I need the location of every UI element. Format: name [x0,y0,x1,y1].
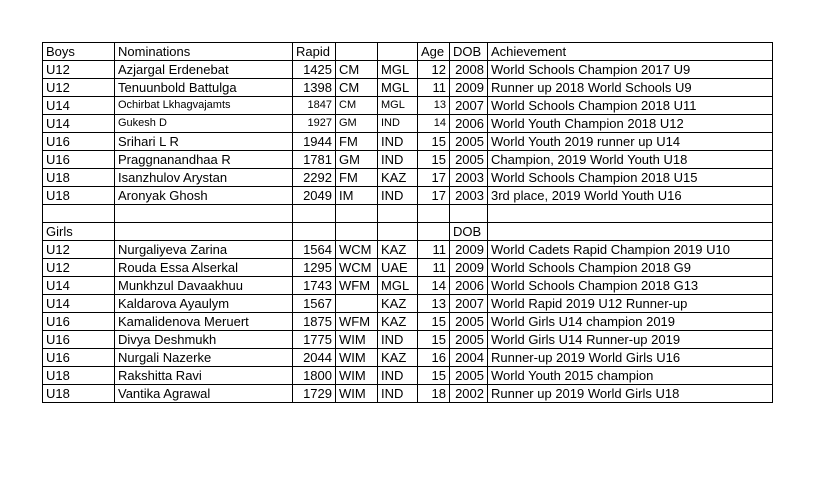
cell-achievement: World Schools Champion 2018 G13 [488,277,773,295]
cell-federation: IND [378,331,418,349]
table-row [43,277,773,295]
cell-title [336,295,378,313]
cell-rapid-rating: 1295 [293,259,336,277]
cell-title: FM [336,133,378,151]
cell-rapid-rating: 1847 [293,97,336,115]
cell-dob: 2002 [450,385,488,403]
cell-age: 11 [418,241,450,259]
cell-category: U14 [43,97,115,115]
cell-title: WIM [336,367,378,385]
cell-player-name: Nurgaliyeva Zarina [115,241,293,259]
empty-cell [115,205,293,223]
cell-age: 15 [418,313,450,331]
cell-category: U12 [43,241,115,259]
nominations-table [42,42,773,403]
cell-category: U18 [43,385,115,403]
cell-dob: 2005 [450,151,488,169]
header-title [336,43,378,61]
cell-federation: IND [378,133,418,151]
cell-category: U12 [43,259,115,277]
empty-cell [293,205,336,223]
cell-dob: 2006 [450,277,488,295]
empty-cell [43,205,115,223]
cell-rapid-rating: 1564 [293,241,336,259]
cell-dob: 2008 [450,61,488,79]
cell-achievement: World Youth 2019 runner up U14 [488,133,773,151]
cell-dob: 2004 [450,349,488,367]
cell-category: U16 [43,151,115,169]
cell-age: 14 [418,277,450,295]
cell-achievement: Runner-up 2019 World Girls U16 [488,349,773,367]
table-row [43,61,773,79]
cell-dob: 2005 [450,313,488,331]
cell-federation: KAZ [378,241,418,259]
cell-player-name: Aronyak Ghosh [115,187,293,205]
cell-rapid-rating: 1567 [293,295,336,313]
cell-category: U16 [43,133,115,151]
cell-age: 12 [418,61,450,79]
header-row-boys [43,43,773,61]
cell-title: WFM [336,277,378,295]
cell-category: U18 [43,187,115,205]
cell-category: U12 [43,79,115,97]
cell-category: U14 [43,277,115,295]
cell-achievement: World Girls U14 champion 2019 [488,313,773,331]
cell-title: CM [336,97,378,115]
cell-age: 18 [418,385,450,403]
cell-title: CM [336,61,378,79]
cell-category: U12 [43,61,115,79]
header-category: Girls [43,223,115,241]
table-row [43,295,773,313]
cell-achievement: World Youth 2015 champion [488,367,773,385]
cell-age: 16 [418,349,450,367]
cell-achievement: World Rapid 2019 U12 Runner-up [488,295,773,313]
header-player-name: Nominations [115,43,293,61]
header-age [418,223,450,241]
cell-title: WCM [336,241,378,259]
cell-player-name: Srihari L R [115,133,293,151]
cell-achievement: Champion, 2019 World Youth U18 [488,151,773,169]
cell-age: 17 [418,187,450,205]
cell-category: U16 [43,349,115,367]
table-row [43,79,773,97]
table-row [43,313,773,331]
nominations-table-body [43,43,773,403]
cell-rapid-rating: 1775 [293,331,336,349]
cell-rapid-rating: 1781 [293,151,336,169]
cell-federation: IND [378,385,418,403]
cell-federation: KAZ [378,349,418,367]
cell-player-name: Ochirbat Lkhagvajamts [115,97,293,115]
cell-category: U16 [43,331,115,349]
header-federation [378,223,418,241]
cell-age: 11 [418,79,450,97]
cell-achievement: World Schools Champion 2018 G9 [488,259,773,277]
table-row [43,241,773,259]
cell-age: 15 [418,367,450,385]
cell-title: CM [336,79,378,97]
empty-cell [336,205,378,223]
header-player-name [115,223,293,241]
cell-age: 15 [418,133,450,151]
table-row [43,151,773,169]
cell-age: 11 [418,259,450,277]
cell-rapid-rating: 1729 [293,385,336,403]
cell-title: IM [336,187,378,205]
cell-age: 15 [418,331,450,349]
header-title [336,223,378,241]
cell-achievement: World Schools Champion 2017 U9 [488,61,773,79]
cell-player-name: Vantika Agrawal [115,385,293,403]
table-row [43,115,773,133]
empty-cell [378,205,418,223]
cell-dob: 2009 [450,259,488,277]
cell-rapid-rating: 1944 [293,133,336,151]
empty-cell [488,205,773,223]
cell-title: WCM [336,259,378,277]
cell-dob: 2007 [450,295,488,313]
table-row [43,133,773,151]
cell-federation: MGL [378,79,418,97]
cell-federation: IND [378,187,418,205]
cell-age: 14 [418,115,450,133]
cell-rapid-rating: 2292 [293,169,336,187]
cell-age: 15 [418,151,450,169]
cell-dob: 2003 [450,169,488,187]
cell-category: U18 [43,169,115,187]
empty-cell [450,205,488,223]
cell-dob: 2005 [450,133,488,151]
cell-achievement: World Schools Champion 2018 U11 [488,97,773,115]
spacer-row [43,205,773,223]
cell-title: WIM [336,385,378,403]
cell-achievement: 3rd place, 2019 World Youth U16 [488,187,773,205]
cell-player-name: Munkhzul Davaakhuu [115,277,293,295]
cell-player-name: Praggnanandhaa R [115,151,293,169]
cell-achievement: World Youth Champion 2018 U12 [488,115,773,133]
header-rapid-rating [293,223,336,241]
cell-federation: IND [378,367,418,385]
cell-federation: MGL [378,97,418,115]
cell-federation: KAZ [378,295,418,313]
cell-age: 13 [418,97,450,115]
cell-category: U18 [43,367,115,385]
header-achievement [488,223,773,241]
cell-player-name: Kamalidenova Meruert [115,313,293,331]
cell-achievement: Runner up 2019 World Girls U18 [488,385,773,403]
cell-player-name: Tenuunbold Battulga [115,79,293,97]
cell-federation: KAZ [378,169,418,187]
header-dob: DOB [450,223,488,241]
table-row [43,259,773,277]
header-dob: DOB [450,43,488,61]
cell-category: U14 [43,295,115,313]
cell-player-name: Nurgali Nazerke [115,349,293,367]
header-row-girls [43,223,773,241]
header-federation [378,43,418,61]
cell-category: U14 [43,115,115,133]
cell-dob: 2006 [450,115,488,133]
cell-title: WIM [336,331,378,349]
cell-dob: 2009 [450,241,488,259]
table-row [43,97,773,115]
cell-title: WFM [336,313,378,331]
cell-rapid-rating: 1875 [293,313,336,331]
cell-title: FM [336,169,378,187]
table-row [43,169,773,187]
cell-player-name: Rakshitta Ravi [115,367,293,385]
cell-rapid-rating: 1398 [293,79,336,97]
cell-achievement: World Schools Champion 2018 U15 [488,169,773,187]
cell-rapid-rating: 1425 [293,61,336,79]
cell-dob: 2005 [450,367,488,385]
cell-federation: IND [378,115,418,133]
cell-dob: 2005 [450,331,488,349]
cell-rapid-rating: 2049 [293,187,336,205]
table-row [43,349,773,367]
cell-title: GM [336,115,378,133]
cell-dob: 2009 [450,79,488,97]
cell-rapid-rating: 2044 [293,349,336,367]
table-row [43,367,773,385]
cell-category: U16 [43,313,115,331]
cell-player-name: Isanzhulov Arystan [115,169,293,187]
cell-rapid-rating: 1743 [293,277,336,295]
cell-federation: KAZ [378,313,418,331]
cell-rapid-rating: 1927 [293,115,336,133]
cell-player-name: Kaldarova Ayaulym [115,295,293,313]
header-achievement: Achievement [488,43,773,61]
table-row [43,331,773,349]
cell-title: WIM [336,349,378,367]
cell-dob: 2003 [450,187,488,205]
header-age: Age [418,43,450,61]
cell-age: 13 [418,295,450,313]
empty-cell [418,205,450,223]
cell-title: GM [336,151,378,169]
cell-achievement: World Cadets Rapid Champion 2019 U10 [488,241,773,259]
cell-achievement: World Girls U14 Runner-up 2019 [488,331,773,349]
header-rapid-rating: Rapid [293,43,336,61]
cell-federation: UAE [378,259,418,277]
cell-rapid-rating: 1800 [293,367,336,385]
cell-player-name: Divya Deshmukh [115,331,293,349]
cell-federation: MGL [378,61,418,79]
cell-federation: MGL [378,277,418,295]
table-row [43,187,773,205]
cell-dob: 2007 [450,97,488,115]
cell-age: 17 [418,169,450,187]
table-row [43,385,773,403]
cell-player-name: Azjargal Erdenebat [115,61,293,79]
cell-player-name: Rouda Essa Alserkal [115,259,293,277]
cell-achievement: Runner up 2018 World Schools U9 [488,79,773,97]
header-category: Boys [43,43,115,61]
cell-player-name: Gukesh D [115,115,293,133]
cell-federation: IND [378,151,418,169]
